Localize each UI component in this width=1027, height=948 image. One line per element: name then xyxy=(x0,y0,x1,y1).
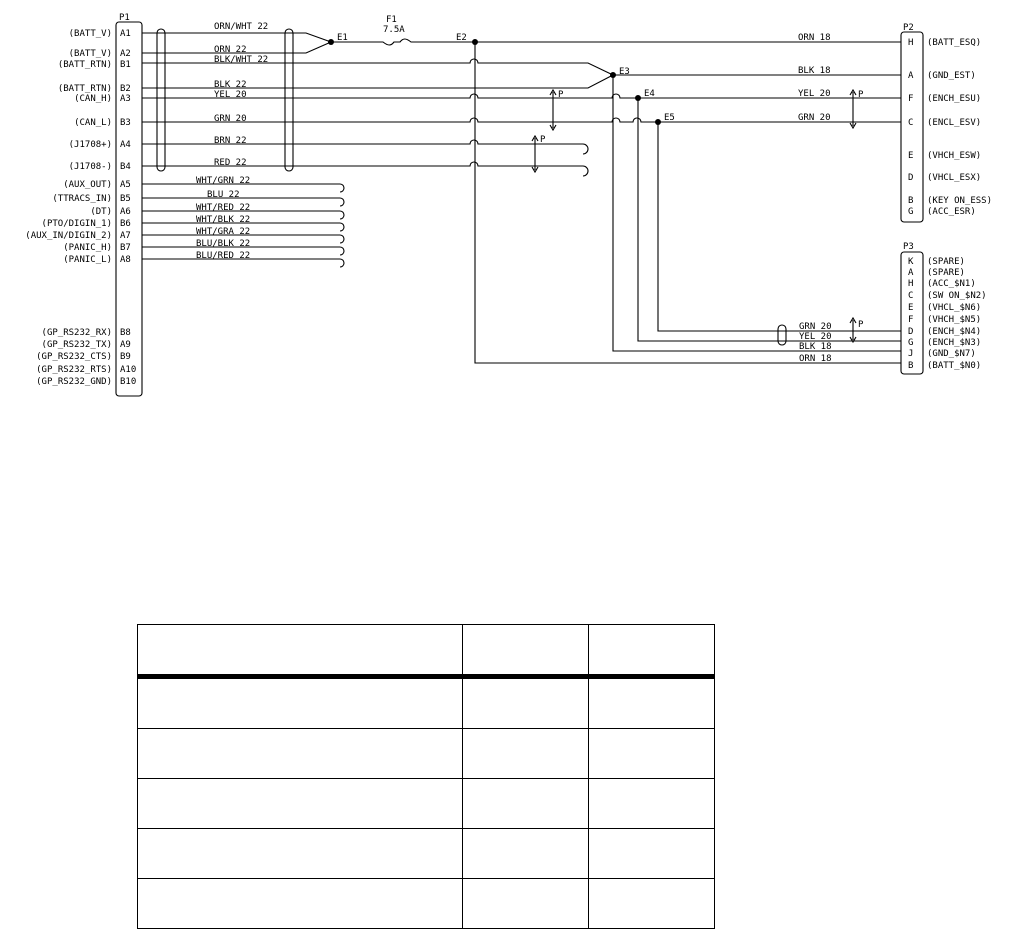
bundle-oval-left xyxy=(157,29,165,171)
p1-signal: (CAN_H) xyxy=(74,94,112,104)
pair-mark: P xyxy=(558,90,564,100)
bundle-oval-right xyxy=(285,29,293,171)
table-cell xyxy=(589,679,715,729)
p1-pin: A6 xyxy=(120,207,131,217)
table-cell xyxy=(138,879,463,929)
p1-pin: B3 xyxy=(120,118,131,128)
splice-e1 xyxy=(328,39,334,45)
table-row xyxy=(138,879,715,929)
table-cell xyxy=(463,779,589,829)
table-cell xyxy=(589,779,715,829)
p1-signal: (PANIC_H) xyxy=(63,243,112,253)
p2-signal: (GND_EST) xyxy=(927,71,976,81)
wire-label: BLK 18 xyxy=(798,66,831,76)
p1-pin: B2 xyxy=(120,84,131,94)
p1-pin: B1 xyxy=(120,60,131,70)
p3-pin: K xyxy=(908,257,914,267)
p2-p3-wire-labels xyxy=(798,33,832,364)
table-cell xyxy=(138,729,463,779)
p1-pin: A4 xyxy=(120,140,131,150)
p2-pin: A xyxy=(908,71,914,81)
wire-label: WHT/RED 22 xyxy=(196,203,251,213)
p1-signal: (CAN_L) xyxy=(74,118,112,128)
wire-label: YEL 20 xyxy=(214,90,247,100)
p3-signal: (VHCL_$N6) xyxy=(927,303,982,313)
table-cell xyxy=(589,729,715,779)
table-row xyxy=(138,729,715,779)
table-cell xyxy=(463,829,589,879)
wire-label: BLU/BLK 22 xyxy=(196,239,251,249)
table-row xyxy=(138,829,715,879)
p3-signal: (BATT_$N0) xyxy=(927,361,982,371)
connector-p2 xyxy=(901,23,992,222)
p1-pin: B8 xyxy=(120,328,131,338)
splice-label: E4 xyxy=(644,89,655,99)
p1-signal: (GP_RS232_GND) xyxy=(36,377,112,387)
table-header-row xyxy=(138,625,715,675)
p3-pin: J xyxy=(908,349,914,359)
splice-label: E5 xyxy=(664,113,675,123)
splice-label: E1 xyxy=(337,33,348,43)
pair-mark: P xyxy=(540,135,546,145)
empty-table xyxy=(137,624,715,929)
p2-signal: (ENCL_ESV) xyxy=(927,118,982,128)
table-cell xyxy=(463,729,589,779)
wire xyxy=(613,75,901,351)
p1-signal: (GP_RS232_RX) xyxy=(41,328,112,338)
p1-signal: (BATT_RTN) xyxy=(57,84,112,94)
wire-label: ORN/WHT 22 xyxy=(214,22,269,32)
p3-pin: A xyxy=(908,268,914,278)
p3-pin: E xyxy=(908,303,914,313)
p3-signal: (SW ON_$N2) xyxy=(927,291,987,301)
wire xyxy=(638,98,901,341)
p1-pin: A5 xyxy=(120,180,131,190)
p3-pin: C xyxy=(908,291,914,301)
wire xyxy=(142,75,613,88)
p1-pin: A3 xyxy=(120,94,131,104)
table-header-cell xyxy=(463,625,589,675)
p2-pin: G xyxy=(908,207,914,217)
p3-signal: (SPARE) xyxy=(927,257,965,267)
p2-signal: (ENCH_ESU) xyxy=(927,94,982,104)
pair-arrow xyxy=(532,136,538,172)
p1-signal: (DT) xyxy=(90,207,112,217)
p2-signal: (ACC_ESR) xyxy=(927,207,976,217)
p2-p3-wires xyxy=(475,42,901,363)
wire xyxy=(658,122,901,331)
wire-label: GRN 20 xyxy=(799,322,832,332)
p1-signal: (AUX_OUT) xyxy=(63,180,112,190)
wire-label: WHT/GRA 22 xyxy=(196,227,251,237)
p3-signal: (VHCH_$N5) xyxy=(927,315,982,325)
p2-signal: (VHCL_ESX) xyxy=(927,173,982,183)
wire-label: BLK 22 xyxy=(214,80,247,90)
p1-pin: B4 xyxy=(120,162,131,172)
p3-signal: (ENCH_$N4) xyxy=(927,327,982,337)
p1-pin: A9 xyxy=(120,340,131,350)
p1-pin: B10 xyxy=(120,377,137,387)
p2-pin: D xyxy=(908,173,914,183)
wire xyxy=(142,140,588,154)
p1-pin: A1 xyxy=(120,29,131,39)
p1-signal: (GP_RS232_RTS) xyxy=(36,365,112,375)
p1-signal: (GP_RS232_TX) xyxy=(41,340,112,350)
wire-label: YEL 20 xyxy=(798,89,831,99)
wire-label: ORN 18 xyxy=(799,354,832,364)
pair-arrow xyxy=(850,318,856,342)
pair-arrow xyxy=(550,90,556,130)
pair-oval xyxy=(778,325,786,345)
p1-wire-labels xyxy=(196,22,268,261)
p2-name: P2 xyxy=(903,23,914,33)
pair-marks xyxy=(532,90,864,342)
p1-pin: B9 xyxy=(120,352,131,362)
wire-label: BLK 18 xyxy=(799,342,832,352)
p3-pin: D xyxy=(908,327,914,337)
p1-pin: A7 xyxy=(120,231,131,241)
fuse-symbol xyxy=(331,39,475,45)
table-cell xyxy=(463,879,589,929)
wire-label: BLU 22 xyxy=(207,190,240,200)
table-cell xyxy=(138,779,463,829)
wire-label: ORN 18 xyxy=(798,33,831,43)
p2-signal: (KEY ON_ESS) xyxy=(927,196,993,206)
p2-pin: C xyxy=(908,118,914,128)
p3-signal: (ACC_$N1) xyxy=(927,279,976,289)
splice-label: E2 xyxy=(456,33,467,43)
table-cell xyxy=(589,829,715,879)
p1-signal: (J1708-) xyxy=(68,162,112,172)
p2-pin: B xyxy=(908,196,914,206)
wire xyxy=(142,162,588,176)
p1-signal: (PANIC_L) xyxy=(63,255,112,265)
p1-signal: (AUX_IN/DIGIN_2) xyxy=(25,231,112,241)
table-row xyxy=(138,679,715,729)
wire-label: YEL 20 xyxy=(799,332,832,342)
table-cell xyxy=(589,879,715,929)
p2-pin: F xyxy=(908,94,914,104)
p1-pin: B7 xyxy=(120,243,131,253)
p3-pin: B xyxy=(908,361,914,371)
p3-signal: (SPARE) xyxy=(927,268,965,278)
wire-label: WHT/BLK 22 xyxy=(196,215,251,225)
connector-p1 xyxy=(25,13,142,396)
p3-name: P3 xyxy=(903,242,914,252)
connector-p3 xyxy=(901,242,987,374)
p1-signal: (TTRACS_IN) xyxy=(52,194,112,204)
p1-signal: (BATT_RTN) xyxy=(57,60,112,70)
p2-signal: (VHCH_ESW) xyxy=(927,151,982,161)
p3-signal: (ENCH_$N3) xyxy=(927,338,982,348)
table-header-cell xyxy=(138,625,463,675)
p1-name: P1 xyxy=(119,13,130,23)
p2-pin: E xyxy=(908,151,914,161)
p2-pin: H xyxy=(908,38,914,48)
p3-pin: G xyxy=(908,338,914,348)
splice-label: E3 xyxy=(619,67,630,77)
fuse-name: F1 xyxy=(386,15,397,25)
wire-label: BRN 22 xyxy=(214,136,247,146)
p1-signal: (GP_RS232_CTS) xyxy=(36,352,112,362)
wire-label: BLU/RED 22 xyxy=(196,251,251,261)
p1-pin: A8 xyxy=(120,255,131,265)
p3-signal: (GND_$N7) xyxy=(927,349,976,359)
wire xyxy=(142,59,613,75)
wire-label: ORN 22 xyxy=(214,45,247,55)
wire-label: BLK/WHT 22 xyxy=(214,55,269,65)
p1-pin: A2 xyxy=(120,49,131,59)
wire-label: WHT/GRN 22 xyxy=(196,176,251,186)
wire-label: GRN 20 xyxy=(798,113,831,123)
p2-signal: (BATT_ESQ) xyxy=(927,38,982,48)
table-cell xyxy=(463,679,589,729)
wire-label: GRN 20 xyxy=(214,114,247,124)
p1-signal: (J1708+) xyxy=(68,140,112,150)
p1-signal: (PTO/DIGIN_1) xyxy=(41,219,112,229)
p1-pin: B5 xyxy=(120,194,131,204)
table-cell xyxy=(138,829,463,879)
table-header-cell xyxy=(589,625,715,675)
p3-pin: H xyxy=(908,279,914,289)
fuse-rating: 7.5A xyxy=(383,25,405,35)
wire-label: RED 22 xyxy=(214,158,247,168)
table-cell xyxy=(138,679,463,729)
p1-pin: B6 xyxy=(120,219,131,229)
wire xyxy=(475,42,901,363)
table-row xyxy=(138,779,715,829)
p1-signal: (BATT_V) xyxy=(68,49,112,59)
wiring-schematic xyxy=(0,0,1027,420)
wire xyxy=(142,33,331,42)
p1-pin: A10 xyxy=(120,365,137,375)
pair-mark: P xyxy=(858,90,864,100)
p3-pin: F xyxy=(908,315,914,325)
pair-mark: P xyxy=(858,320,864,330)
p1-signal: (BATT_V) xyxy=(68,29,112,39)
